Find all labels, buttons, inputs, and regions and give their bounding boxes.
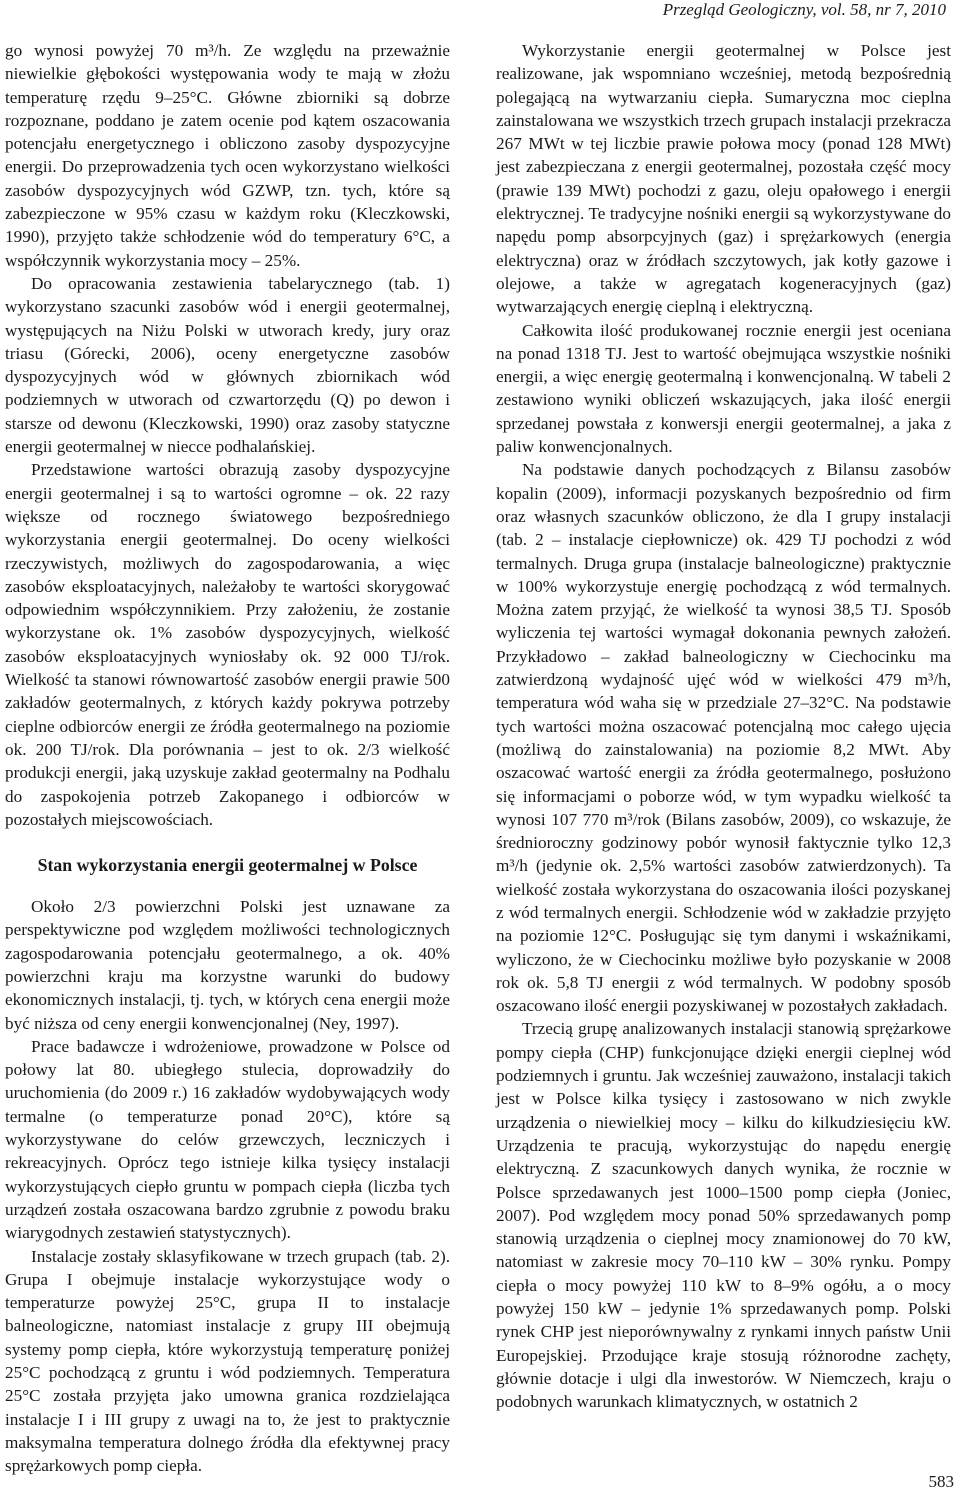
running-head: Przegląd Geologiczny, vol. 58, nr 7, 2010	[662, 0, 946, 19]
paragraph: Całkowita ilość produkowanej rocznie energii jest oceniana na ponad 1318 TJ. Jest to wartość obejmująca wszystkie nośniki energii, a więc energię geotermalną i konwencjonalną. W tabeli 2 zestawiono wyniki obliczeń wskazujących, jaka ilość energii sprzedanej powstała z konwersji energii geotermalnej, a jaka z paliw konwencjonalnych.	[496, 320, 951, 457]
right-column	[496, 39, 951, 1414]
paragraph: Trzecią grupę analizowanych instalacji stanowią sprężarkowe pompy ciepła (CHP) funkcjonujące dzięki energii cieplnej wód podziemnych i gruntu. Jak wcześniej zauważono, instalacji takich jest w Polsce kilka tysięcy i zastosowano w nich zwykle urządzenia o niewielkiej mocy – kilku do kilkudziesięciu kW. Urządzenia te pracują, wykorzystując do napędu energię elektryczną. Z szacunkowych danych wynika, że rocznie w Polsce sprzedawanych jest 1000–1500 pomp ciepła (Joniec, 2007). Pod względem mocy ponad 50% sprzedawanych pomp stanowią urządzenia o cieplnej mocy znamionowej do 70 kW, natomiast w zakresie mocy 70–110 kW – 30% rynku. Pompy ciepła o mocy powyżej 110 kW to 8–9% ogółu, a o mocy powyżej 150 kW – jedynie 1% sprzedawanych pomp. Polski rynek CHP jest nieporównywalny z rynkami innych państw Unii Europejskiej. Przodujące kraje stosują różnorodne zachęty, głównie dotacje i ulgi dla inwestorów. W Niemczech, kraju o podobnych warunkach klimatycznych, w ostatnich 2	[496, 1019, 951, 1412]
section-heading: Stan wykorzystania energii geotermalnej w Polsce	[37, 855, 418, 876]
paragraph: Przedstawione wartości obrazują zasoby dyspozycyjne energii geotermalnej i są to wartości ogromne – ok. 22 razy większe od rocznego światowego bezpośredniego wykorzystania energii geotermalnej. Do oceny wielkości rzeczywistych, możliwych do zagospodarowania, a więc zasobów eksploatacyjnych, należałoby te wartości skorygować odpowiednim współczynnikiem. Przy założeniu, że zostanie wykorzystane ok. 1% zasobów dyspozycyjnych, wielkość zasobów eksploatacyjnych wyniosłaby ok. 92 000 TJ/rok. Wielkość ta stanowi równowartość zasobów energii prawie 500 zakładów geotermalnych, z których każdy pokrywa potrzeby cieplne odbiorców energii ze źródła geotermalnego na poziomie ok. 200 TJ/rok. Dla porównania – jest to ok. 2/3 wielkość produkcji energii, jaką uzyskuje zakład geotermalny na Podhalu do zaspokojenia potrzeb Zakopanego i odbiorców w pozostałych miejscowościach.	[5, 460, 450, 829]
paragraph: Prace badawcze i wdrożeniowe, prowadzone w Polsce od połowy lat 80. ubiegłego stulecia, doprowadziły do uruchomienia (do 2009 r.) 16 zakładów wydobywających wody termalne (o temperaturze ponad 20°C), które są wykorzystywane do celów grzewczych, leczniczych i rekreacyjnych. Oprócz tego istnieje kilka tysięcy instalacji wykorzystujących ciepło gruntu w pompach ciepła (liczba tych urządzeń została oszacowana bardzo zgrubnie z powodu braku wiarygodnych zestawień statystycznych).	[5, 1036, 450, 1243]
paragraph: Około 2/3 powierzchni Polski jest uznawane za perspektywiczne pod względem możliwości technologicznych zagospodarowania potencjału geotermalnego, a ok. 40% powierzchni kraju ma korzystne warunki do budowy ekonomicznych instalacji, tj. tych, w których cena energii może być niższa od ceny energii konwencjonalnej (Ney, 1997).	[5, 897, 450, 1033]
page-number: 583	[928, 1472, 954, 1491]
paragraph: Na podstawie danych pochodzących z Bilansu zasobów kopalin (2009), informacji pozyskanych bezpośrednio od firm oraz własnych szacunków obliczono, że dla I grupy instalacji (tab. 2 – instalacje ciepłownicze) ok. 429 TJ pochodzi z wód termalnych. Druga grupa (instalacje balneologiczne) praktycznie w 100% wykorzystuje energię pochodzącą z wód termalnych. Można zatem przyjąć, że wielkość ta wynosi 38,5 TJ. Sposób wyliczenia tej wartości wymagał dokonania pewnych założeń. Przykładowo – zakład balneologiczny w Ciechocinku ma zatwierdzoną wydajność ujęć wód w wielkości 479 m³/h, temperatura wód waha się w przedziale 27–32°C. Na podstawie tych wartości można oszacować potencjalną moc całego ujęcia (możliwą do zainstalowania) na poziomie 8,2 MWt. Aby oszacować wartość energii za źródła geotermalnego, posłużono się informacjami o poborze wód, w tym wypadku wielkość ta wynosi 107 770 m³/rok (Bilans zasobów, 2009), co wskazuje, że średnioroczny godzinowy pobór wynosił faktycznie tylko 12,3 m³/h (jedynie ok. 2,5% wartości zasobów zatwierdzonych). Ta wielkość została wykorzystana do oszacowania ilości pozyskanej z wód termalnych energii. Schłodzenie wód w zakładzie przyjęto na poziomie 12°C. Posługując się tym danymi i wskaźnikami, wyliczono, że w Ciechocinku możliwe było pozyskanie w 2008 rok ok. 5,8 TJ energii z wód termalnych. W podobny sposób oszacowano ilość energii pozyskiwanej w pozostałych zakładach.	[496, 460, 951, 1016]
left-column	[5, 39, 450, 1478]
paragraph: Do opracowania zestawienia tabelarycznego (tab. 1) wykorzystano szacunki zasobów wód i energii geotermalnej, występujących na Niżu Polski w utworach kredy, jury oraz triasu (Górecki, 2006), oceny energetyczne zasobów dyspozycyjnych wód w głównych zbiornikach wód podziemnych w utworach od czwartorzędu (Q) po dewon i starsze od dewonu (Kleczkowski, 1990) oraz zasoby statyczne energii geotermalnej w niecce podhalańskiej.	[5, 273, 450, 457]
paragraph: Wykorzystanie energii geotermalnej w Polsce jest realizowane, jak wspomniano wcześniej, metodą bezpośrednią polegającą na wytwarzaniu ciepła. Sumaryczna moc cieplna zainstalowana we wszystkich trzech grupach instalacji przekracza 267 MWt w tej liczbie prawie połowa mocy (ponad 128 MWt) jest zabezpieczana z energii geotermalnej, pozostała część mocy (prawie 139 MWt) pochodzi z gazu, oleju opałowego i energii elektrycznej. Te tradycyjne nośniki energii są wykorzystywane do napędu pomp absorpcyjnych (gaz) i sprężarkowych (energia elektryczna) oraz w źródłach szczytowych, jak kotły gazowe i olejowe, a także w agregatach kogeneracyjnych (gaz) wytwarzających energię cieplną i elektryczną.	[496, 41, 951, 317]
paragraph: go wynosi powyżej 70 m³/h. Ze względu na przeważnie niewielkie głębokości występowania wody te mają w złożu temperaturę rzędu 9–25°C. Główne zbiorniki są dobrze rozpoznane, poddano je zatem ocenie pod kątem oszacowania potencjału energetycznego i obliczono zasoby dyspozycyjne energii. Do przeprowadzenia tych ocen wykorzystano wielkości zasobów dyspozycyjnych wód GZWP, tzn. tych, które są zabezpieczone w 95% czasu w każdym roku (Kleczkowski, 1990), przyjęto także schłodzenie wód do temperatury 6°C, a współczynnik wykorzystania mocy – 25%.	[5, 41, 450, 270]
paragraph: Instalacje zostały sklasyfikowane w trzech grupach (tab. 2). Grupa I obejmuje instalacje wykorzystujące wody o temperaturze powyżej 25°C, grupa II to instalacje balneologiczne, natomiast instalacje z grupy III obejmują systemy pomp ciepła, które wykorzystują temperaturę poniżej 25°C pochodzącą z gruntu i wód podziemnych. Temperatura 25°C została przyjęta jako umowna granica rozdzielająca instalacje I i III grupy z uwagi na to, że jest to praktycznie maksymalna temperatura dolnego źródła dla efektywnej pracy sprężarkowych pomp ciepła.	[5, 1246, 450, 1476]
